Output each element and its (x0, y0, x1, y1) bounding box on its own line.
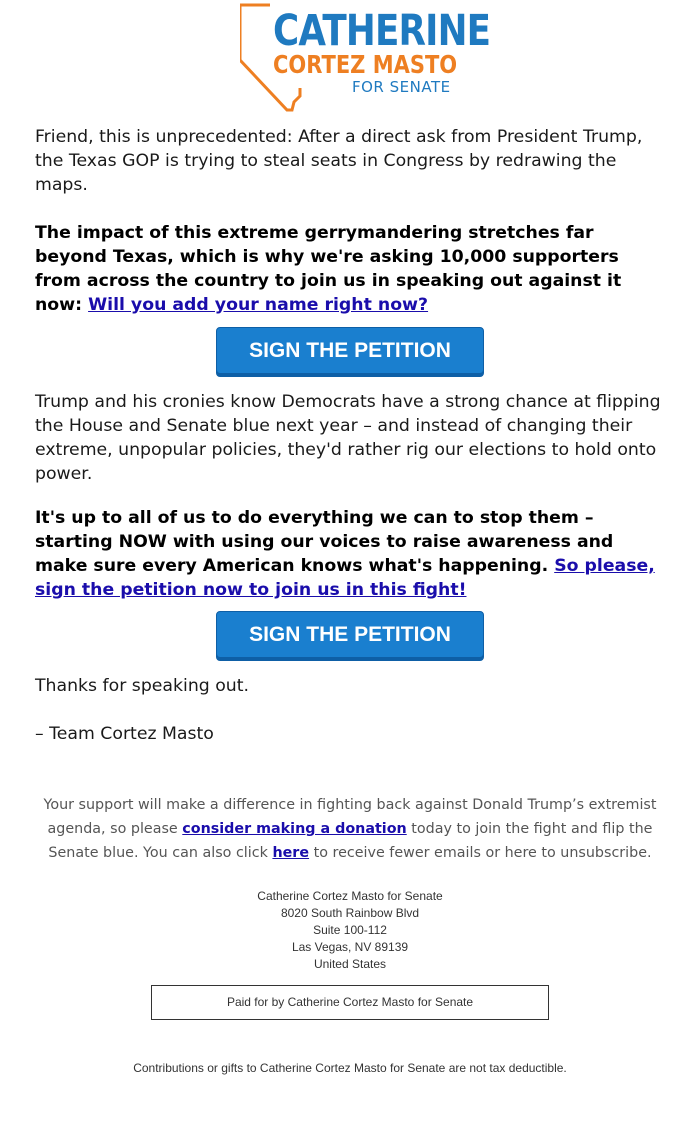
logo-name-line: CATHERINE (273, 6, 491, 56)
footer-note-c: to receive fewer emails or here to unsubscribe. (309, 845, 652, 861)
tax-disclaimer: Contributions or gifts to Catherine Cortez Masto for Senate are not tax deductible. (133, 1061, 567, 1075)
address-line: United States (313, 957, 387, 971)
add-name-link[interactable]: Will you add your name right now? (88, 295, 429, 315)
footer-note (35, 793, 665, 865)
mailing-address (200, 888, 500, 973)
address-line: Catherine Cortez Masto for Senate (257, 889, 443, 903)
sign-petition-button[interactable]: SIGN THE PETITION (216, 327, 484, 377)
address-line: Las Vegas, NV 89139 (291, 940, 409, 954)
footer-note-a: Your support will make a difference in fighting back against Donald Trump’s extremist agenda, so please (43, 797, 657, 837)
intro-paragraph: Friend, this is unprecedented: After a direct ask from President Trump, the Texas GOP is trying to steal seats in Congress by redrawing the maps. (35, 127, 643, 195)
thanks-text: Thanks for speaking out. (35, 676, 250, 696)
signature-text: – Team Cortez Masto (35, 724, 214, 744)
ask-text: The impact of this extreme gerrymandering stretches far beyond Texas, which is why we're asking 10,000 supporters from across the country to join us in speaking out against it now: (35, 223, 622, 315)
sign-petition-button-2[interactable]: SIGN THE PETITION (216, 611, 484, 661)
logo-for-senate: FOR SENATE (352, 78, 451, 96)
paid-for-disclaimer: Paid for by Catherine Cortez Masto for Senate (151, 985, 549, 1020)
address-line: Suite 100-112 (313, 923, 387, 937)
campaign-logo (240, 2, 491, 114)
donation-link[interactable]: consider making a donation (182, 821, 407, 837)
sign-petition-link[interactable]: So please, sign the petition now to join us in this fight! (35, 556, 655, 600)
logo-surname-line: CORTEZ MASTO (273, 50, 458, 79)
cta-text: It's up to all of us to do everything we can to stop them – starting NOW with using our voices to raise awareness and make sure every American knows what's happening. (35, 508, 614, 576)
call-to-action-paragraph (35, 506, 665, 602)
footer-note-b: today to join the fight and flip the Senate blue. You can also click (48, 821, 653, 861)
context-paragraph: Trump and his cronies know Democrats have a strong chance at flipping the House and Senate blue next year – and instead of changing their extreme, unpopular policies, they'd rather rig our elections to hold onto power. (35, 392, 661, 484)
ask-paragraph (35, 221, 665, 317)
address-line: 8020 South Rainbow Blvd (280, 906, 420, 920)
fewer-emails-link[interactable]: here (272, 845, 310, 861)
